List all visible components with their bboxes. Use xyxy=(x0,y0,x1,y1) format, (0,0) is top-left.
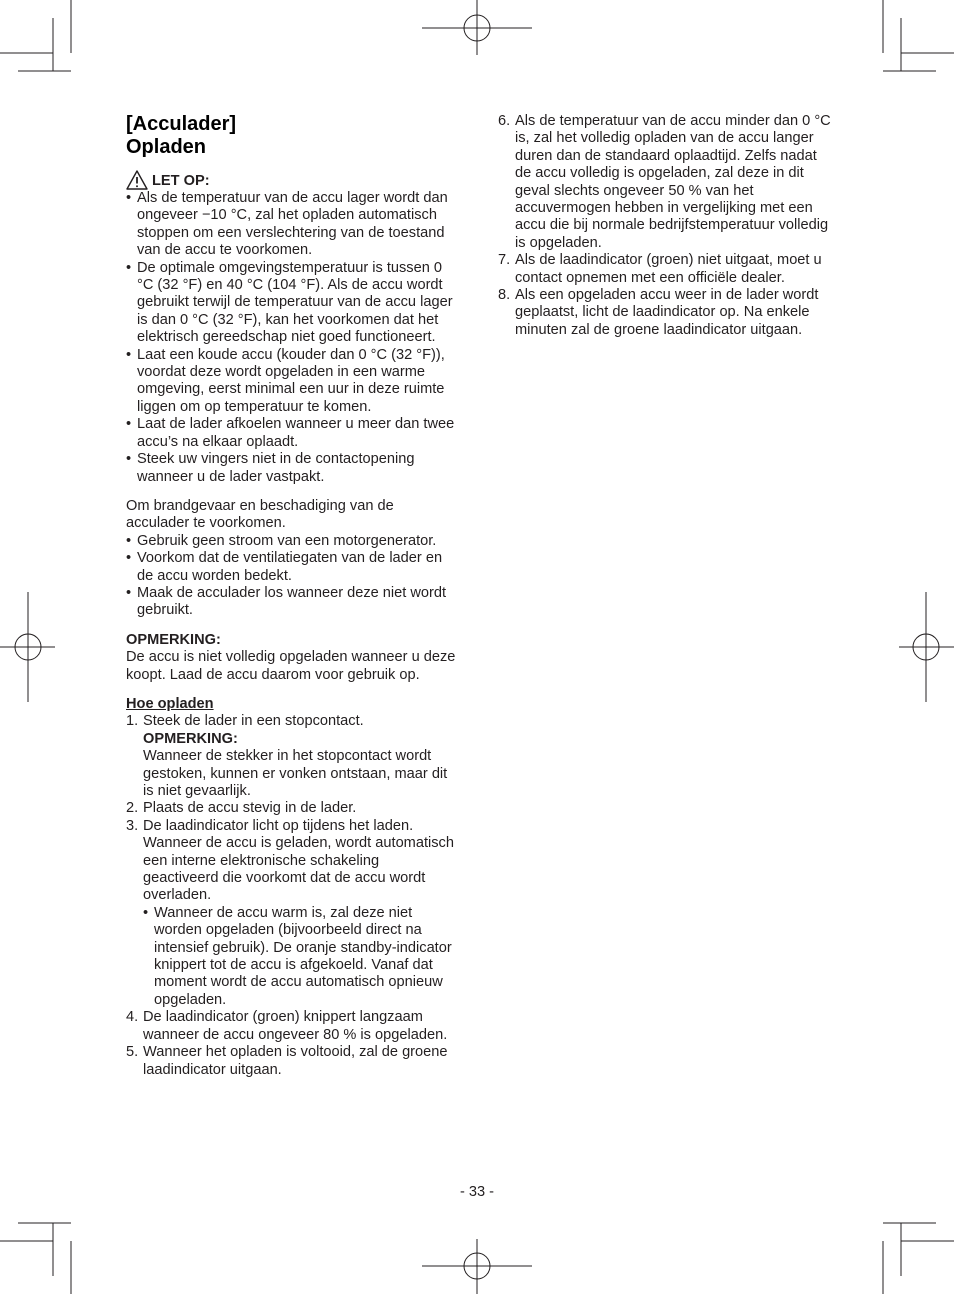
step-number: 1. xyxy=(126,713,139,730)
step-item xyxy=(126,713,458,800)
registration-mark-bottom xyxy=(422,1239,532,1294)
right-column xyxy=(498,113,833,339)
step-note-text: Wanneer de stekker in het stopcontact wordt gestoken, kunnen er vonken ontstaan, maar dit is niet gevaarlijk. xyxy=(143,748,448,799)
fire-item: • Gebruik geen stroom van een motorgenerator. xyxy=(126,533,458,550)
step-number: 6. xyxy=(498,113,511,129)
step-number: 3. xyxy=(126,817,139,834)
step-text: Als de laadindicator (groen) niet uitgaat, moet u contact opnemen met een officiële dealer. xyxy=(515,252,822,286)
note-label: OPMERKING: xyxy=(126,631,221,648)
title-line-2: Opladen xyxy=(126,136,207,158)
step-sub-list xyxy=(143,905,458,1009)
step-text: De laadindicator licht op tijdens het laden. Wanneer de accu is geladen, wordt automatisch een interne elektronische schakeling geactiveerd die voorkomt dat de accu wordt overladen. xyxy=(143,817,454,904)
step-item xyxy=(126,818,458,1009)
caution-item: • Laat een koude accu (kouder dan 0 °C (32 °F)), voordat deze wordt opgeladen in een warme omgeving, eerst minimal een uur in deze ruimte liggen om op temperatuur te komen. xyxy=(126,347,458,417)
step-number: 8. xyxy=(498,287,511,304)
note-text: De accu is niet volledig opgeladen wanneer u deze koopt. Laad de accu daarom voor gebruik op. xyxy=(126,649,456,683)
caution-item: • Laat de lader afkoelen wanneer u meer dan twee accu’s na elkaar oplaadt. xyxy=(126,416,458,451)
step-text: Als een opgeladen accu weer in de lader wordt geplaatst, licht de laadindicator op. Na enkele minuten zal de groene laadindicator uitgaan. xyxy=(515,287,819,338)
step-item xyxy=(498,287,833,339)
step-number: 4. xyxy=(126,1009,139,1026)
step-item xyxy=(126,800,458,817)
registration-mark-right xyxy=(899,592,954,702)
steps-list-right xyxy=(498,113,833,339)
howto-heading: Hoe opladen xyxy=(126,695,214,712)
step-item xyxy=(498,252,833,287)
caution-list xyxy=(126,190,458,486)
step-sub-item: • Wanneer de accu warm is, zal deze niet worden opgeladen (bijvoorbeeld direct na intensief gebruik). De oranje standby-indicator knippert tot de accu is afgekoeld. Vanaf dat moment wordt de accu automatisch opnieuw opgeladen. xyxy=(143,905,458,1009)
step-item xyxy=(498,113,833,252)
step-number: 5. xyxy=(126,1044,139,1061)
caution-item: • Als de temperatuur van de accu lager wordt dan ongeveer −10 °C, zal het opladen automatisch stoppen om een verslechtering van de toestand van de accu te voorkomen. xyxy=(126,190,458,260)
caution-item: • Steek uw vingers niet in de contactopening wanneer u de lader vastpakt. xyxy=(126,451,458,486)
steps-list-left xyxy=(126,713,458,1079)
fire-intro: Om brandgevaar en beschadiging van de acculader te voorkomen. xyxy=(126,497,394,532)
step-item xyxy=(126,1009,458,1044)
step-text: Wanneer het opladen is voltooid, zal de groene laadindicator uitgaan. xyxy=(143,1044,448,1078)
caution-item: • De optimale omgevingstemperatuur is tussen 0 °C (32 °F) en 40 °C (104 °F). Als de accu wordt gebruikt terwijl de temperatuur van de accu lager is dan 0 °C (32 °F), kan het voorkomen dat het elektrisch gereedschap niet goed functioneert. xyxy=(126,260,458,347)
registration-mark-top xyxy=(422,0,532,55)
left-column xyxy=(126,113,458,1079)
step-number: 7. xyxy=(498,252,511,269)
step-note-label: OPMERKING: xyxy=(143,730,238,747)
fire-list xyxy=(126,533,458,620)
page-number: - 33 - xyxy=(459,1184,495,1200)
step-text: Plaats de accu stevig in de lader. xyxy=(143,800,357,817)
step-item xyxy=(126,1044,458,1079)
title-line-1: [Acculader] xyxy=(126,113,237,135)
step-number: 2. xyxy=(126,800,139,817)
fire-item: • Maak de acculader los wanneer deze niet wordt gebruikt. xyxy=(126,585,458,620)
step-text: De laadindicator (groen) knippert langzaam wanneer de accu ongeveer 80 % is opgeladen. xyxy=(143,1009,448,1043)
caution-heading xyxy=(126,170,458,190)
caution-label: LET OP: xyxy=(152,172,210,189)
registration-mark-left xyxy=(0,592,55,702)
warning-triangle-icon xyxy=(126,170,148,190)
fire-item: • Voorkom dat de ventilatiegaten van de lader en de accu worden bedekt. xyxy=(126,550,458,585)
step-text: Als de temperatuur van de accu minder dan 0 °C is, zal het volledig opladen van de accu langer duren dan de standaard oplaadtijd. Zelfs nadat de accu volledig is opgeladen, zal deze in dit geval slechts ongeveer 50 % van het accuvermogen hebben in vergelijking met een accu die bij normale bedrijfstemperatuur volledig is opgeladen. xyxy=(515,113,831,251)
page-title xyxy=(126,113,458,159)
step-text: Steek de lader in een stopcontact. xyxy=(143,713,364,730)
